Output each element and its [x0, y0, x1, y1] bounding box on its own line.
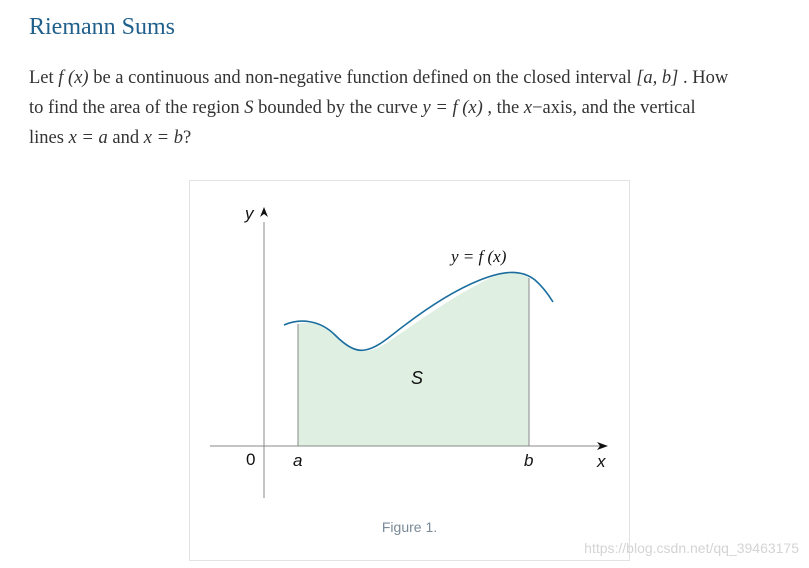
x-axis-label: x — [597, 452, 606, 471]
math-S: S — [244, 98, 254, 118]
region-S-label: S — [411, 368, 424, 388]
watermark: https://blog.csdn.net/qq_39463175 — [584, 540, 799, 556]
math-x-eq-b: x = b — [143, 128, 183, 148]
math-fx: f (x) — [58, 68, 89, 88]
page-title: Riemann Sums — [29, 14, 176, 40]
math-x-eq-a: x = a — [68, 128, 108, 148]
paragraph-line-2: to find the area of the region S bounded by the curve y = f (x) , the x−axis, and the vertical — [29, 98, 696, 118]
curve-label: y = f (x) — [451, 247, 507, 266]
math-x: x — [523, 98, 533, 118]
paragraph-line-3: lines x = a and x = b? — [29, 128, 192, 148]
y-axis-arrow — [260, 207, 268, 217]
math-interval: [a, b] — [636, 68, 679, 88]
a-label: a — [293, 451, 303, 470]
b-label: b — [524, 451, 534, 470]
y-axis-label: y — [245, 204, 254, 223]
figure-caption: Figure 1. — [381, 519, 438, 535]
origin-label: 0 — [246, 450, 256, 469]
region-S-fill — [298, 273, 529, 446]
paragraph-line-1: Let f (x) be a continuous and non-negative function defined on the closed interval [a, b] . How — [29, 68, 729, 88]
math-curve-eq: y = f (x) — [422, 98, 483, 118]
